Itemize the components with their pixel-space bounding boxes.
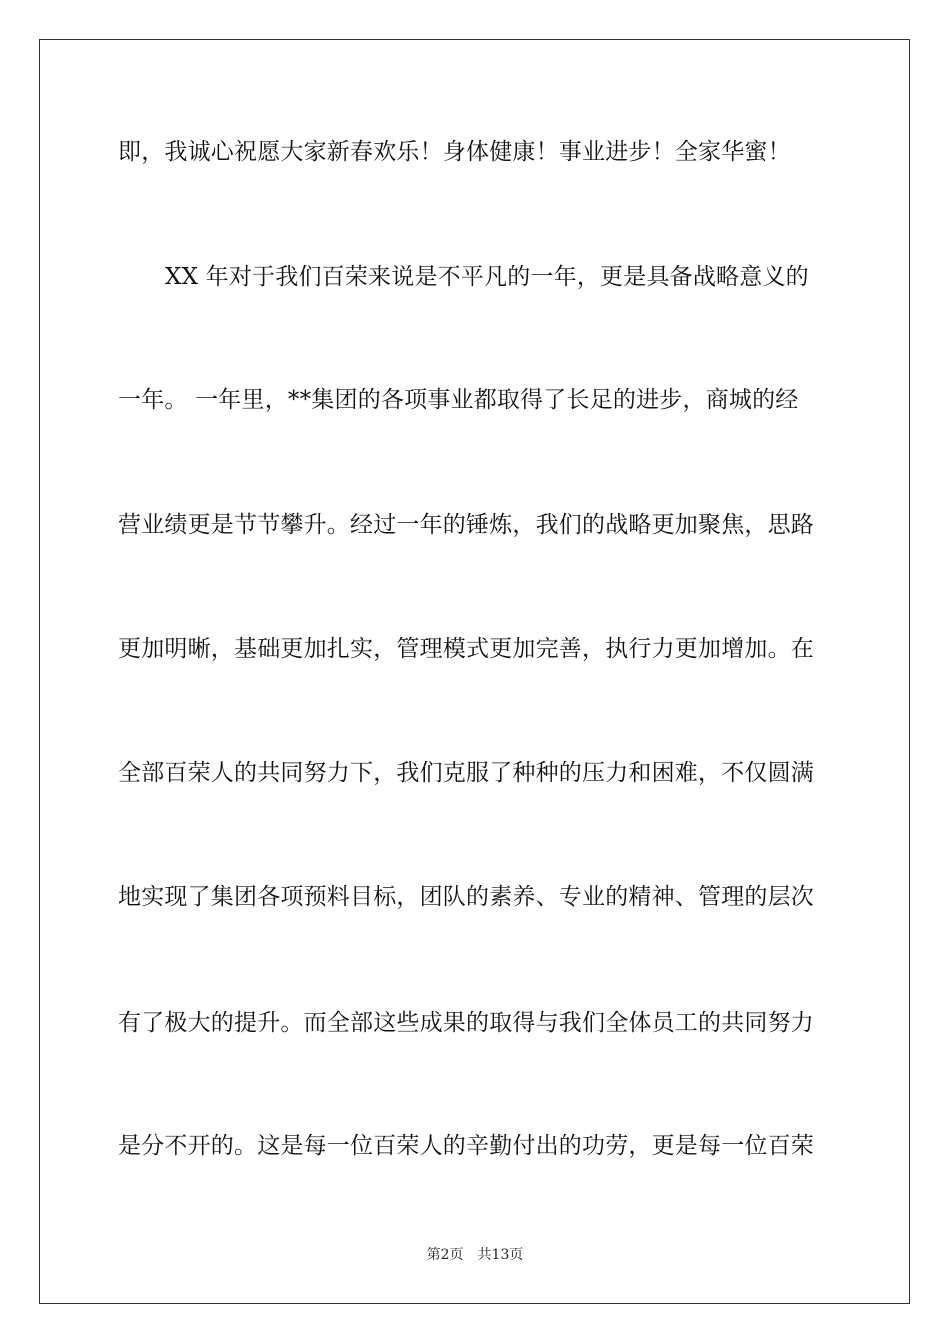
body-text-line-7: 地实现了集团各项预料目标，团队的素养、专业的精神、管理的层次 <box>118 884 814 910</box>
page-border <box>39 39 910 1304</box>
body-text-line-3: 一年。 一年里，**集团的各项事业都取得了长足的进步，商城的经 <box>118 387 799 413</box>
body-text-line-5: 更加明晰，基础更加扎实，管理模式更加完善，执行力更加增加。在 <box>118 636 814 662</box>
body-text-line-6: 全部百荣人的共同努力下，我们克服了种种的压力和困难，不仅圆满 <box>118 760 814 786</box>
body-text-line-9: 是分不开的。这是每一位百荣人的辛勤付出的功劳，更是每一位百荣 <box>118 1133 814 1159</box>
body-text-line-4: 营业绩更是节节攀升。经过一年的锤炼，我们的战略更加聚焦，思路 <box>118 512 814 538</box>
body-text-line-8: 有了极大的提升。而全部这些成果的取得与我们全体员工的共同努力 <box>118 1010 814 1036</box>
body-text-line-1: 即，我诚心祝愿大家新春欢乐！身体健康！事业进步！全家华蜜！ <box>118 139 791 165</box>
body-text-line-2: XX 年对于我们百荣来说是不平凡的一年，更是具备战略意义的 <box>165 264 809 290</box>
page-number-current: 第2页 <box>426 1247 464 1263</box>
page-number-total: 共13页 <box>477 1247 524 1263</box>
page-footer <box>0 1246 950 1264</box>
